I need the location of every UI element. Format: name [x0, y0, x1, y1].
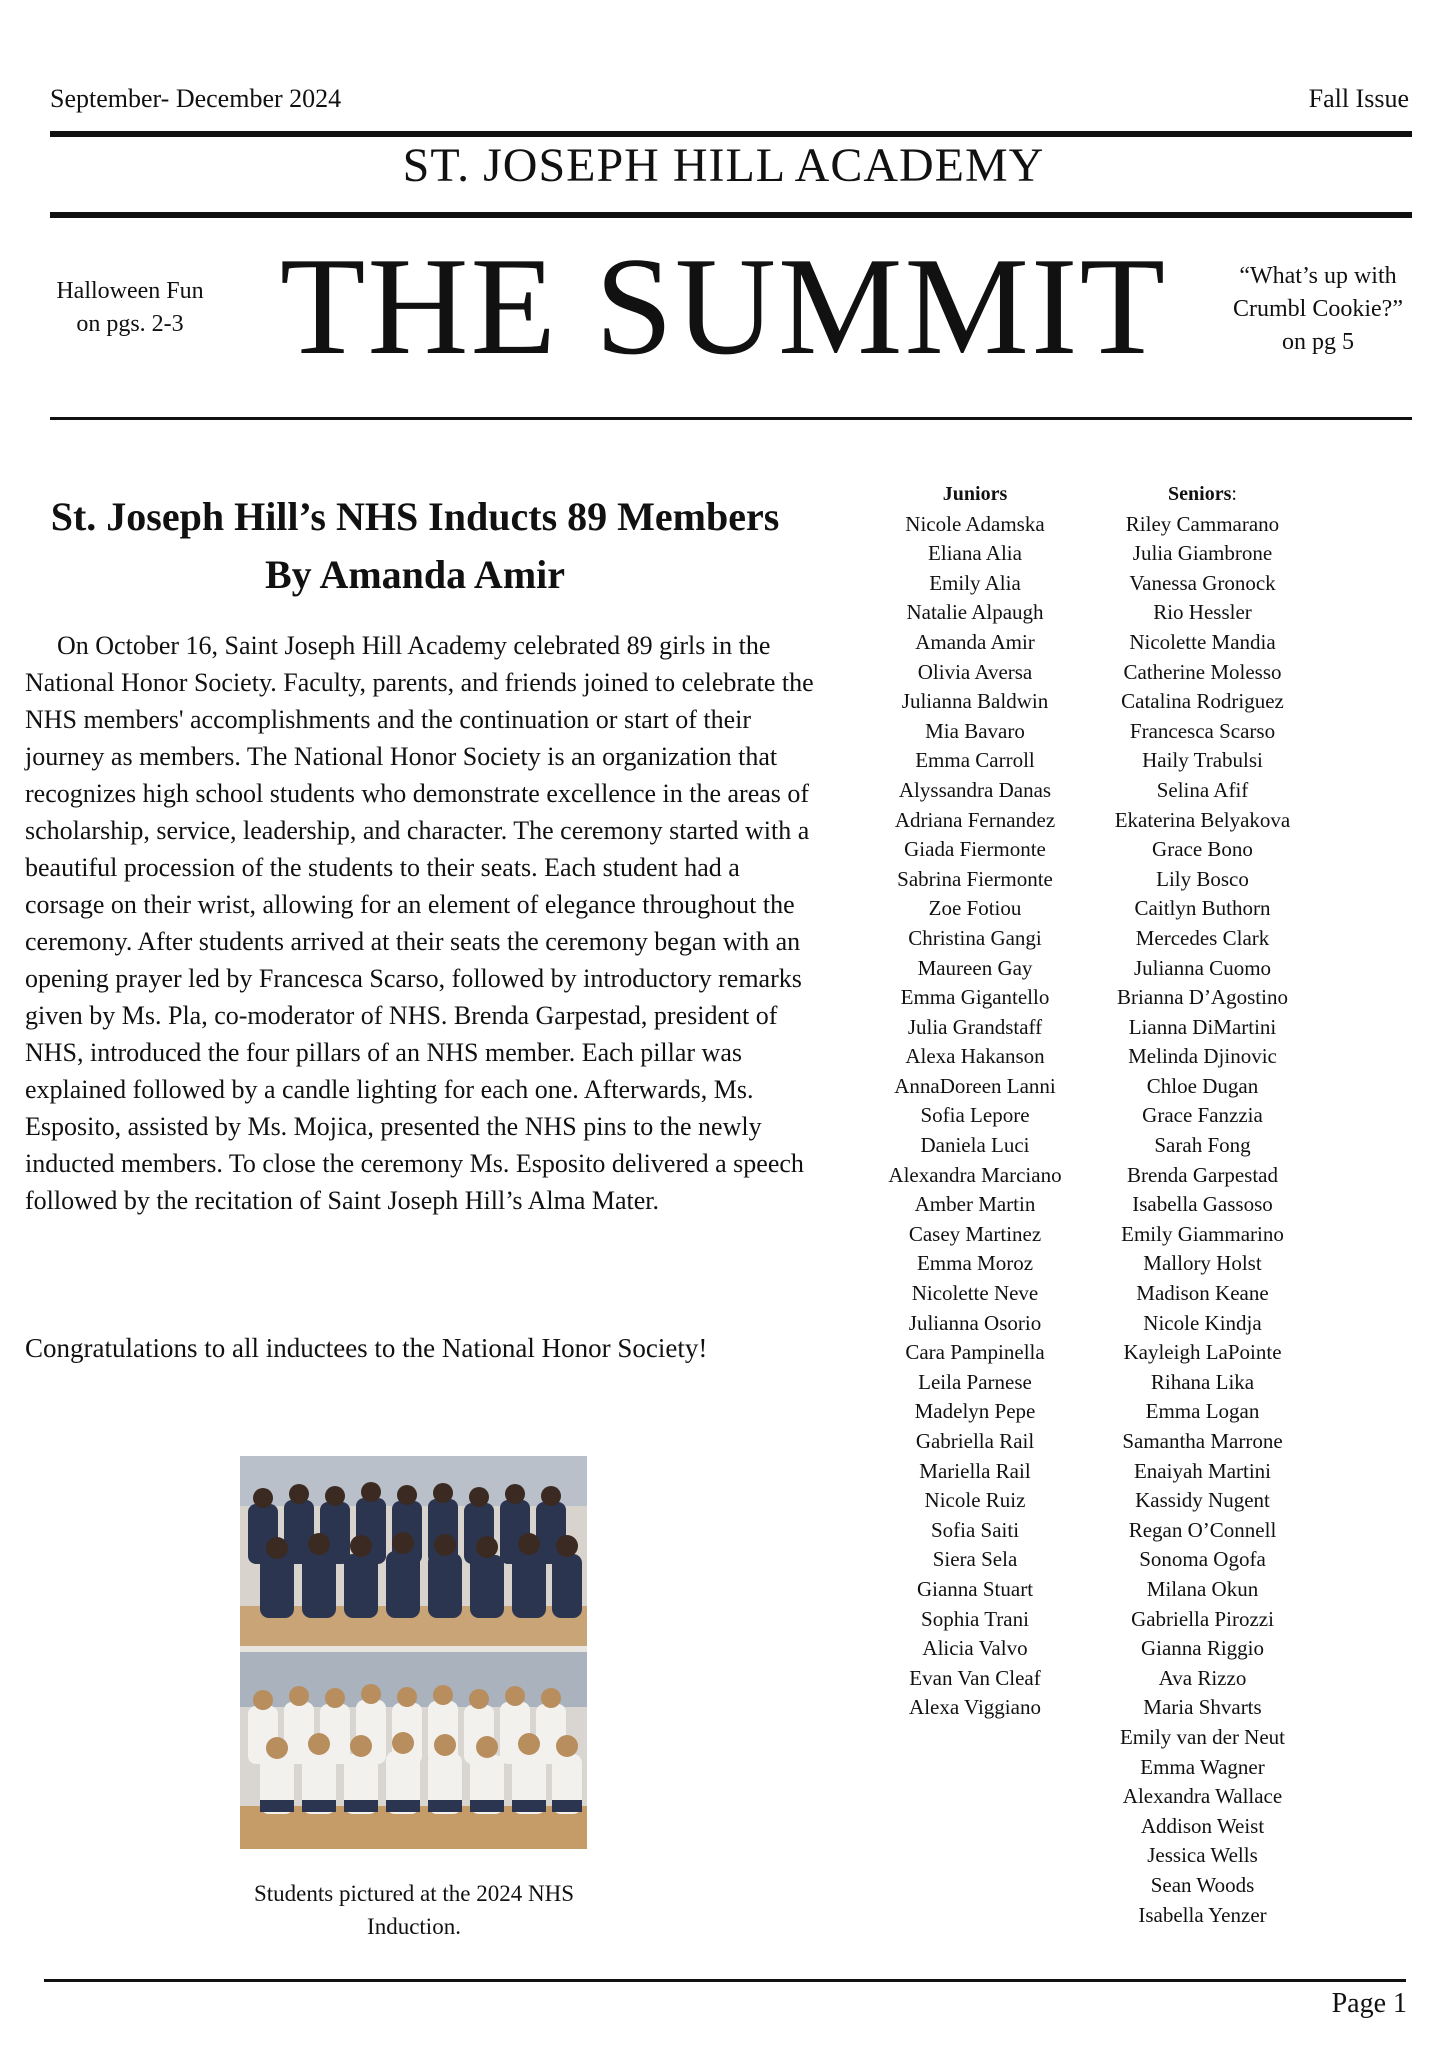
- junior-name: Siera Sela: [932, 1547, 1018, 1572]
- senior-name: Mallory Holst: [1143, 1251, 1262, 1276]
- junior-name: Maureen Gay: [917, 955, 1033, 980]
- junior-name: Sabrina Fiermonte: [897, 866, 1053, 891]
- senior-name: Sonoma Ogofa: [1139, 1547, 1266, 1572]
- senior-name: Gianna Riggio: [1140, 1636, 1265, 1661]
- junior-name: Casey Martinez: [908, 1221, 1042, 1246]
- junior-name: Alexa Hakanson: [905, 1044, 1045, 1069]
- senior-name: Emma Logan: [1145, 1399, 1260, 1424]
- senior-name: Addison Weist: [1140, 1813, 1265, 1838]
- junior-name: Daniela Luci: [920, 1133, 1030, 1158]
- junior-name: Giada Fiermonte: [904, 837, 1046, 862]
- senior-name: Grace Bono: [1152, 837, 1253, 862]
- senior-name: Milana Okun: [1146, 1576, 1259, 1601]
- senior-name: Maria Shvarts: [1143, 1695, 1262, 1720]
- junior-name: Alexandra Marciano: [888, 1162, 1062, 1187]
- senior-name: Emily van der Neut: [1119, 1724, 1286, 1749]
- senior-name: Nicolette Mandia: [1129, 629, 1276, 654]
- senior-name: Emma Wagner: [1140, 1754, 1265, 1779]
- junior-name: Olivia Aversa: [917, 659, 1033, 684]
- senior-name: Riley Cammarano: [1125, 511, 1280, 536]
- junior-name: Emily Alia: [929, 570, 1021, 595]
- senior-name: Selina Afif: [1156, 777, 1249, 802]
- nhs-induction-photo: [240, 1456, 587, 1849]
- senior-name: Alexandra Wallace: [1122, 1784, 1283, 1809]
- senior-name: Julia Giambrone: [1132, 541, 1273, 566]
- issue-label: Fall Issue: [1308, 84, 1409, 113]
- senior-name: Jessica Wells: [1147, 1843, 1258, 1868]
- senior-name: Isabella Yenzer: [1138, 1902, 1267, 1927]
- junior-name: Natalie Alpaugh: [906, 600, 1044, 625]
- teaser-right-line: Crumbl Cookie?”: [1233, 296, 1403, 322]
- senior-name: Lily Bosco: [1156, 866, 1249, 891]
- junior-name: Adriana Fernandez: [894, 807, 1056, 832]
- senior-name: Caitlyn Buthorn: [1134, 896, 1271, 921]
- senior-name: Rio Hessler: [1153, 600, 1252, 625]
- junior-name: AnnaDoreen Lanni: [894, 1073, 1056, 1098]
- headline-title: St. Joseph Hill’s NHS Inducts 89 Members: [50, 494, 780, 539]
- junior-name: Nicole Ruiz: [924, 1488, 1026, 1513]
- junior-name: Julianna Osorio: [908, 1310, 1042, 1335]
- senior-name: Ava Rizzo: [1158, 1665, 1247, 1690]
- masthead-title: THE SUMMIT: [279, 229, 1168, 384]
- junior-name: Cara Pampinella: [905, 1340, 1045, 1365]
- senior-name: Melinda Djinovic: [1128, 1044, 1277, 1069]
- junior-name: Gianna Stuart: [916, 1576, 1034, 1601]
- junior-name: Alexa Viggiano: [909, 1695, 1041, 1720]
- senior-name: Enaiyah Martini: [1133, 1458, 1272, 1483]
- senior-name: Vanessa Gronock: [1129, 570, 1276, 595]
- junior-name: Zoe Fotiou: [928, 896, 1022, 921]
- school-name: ST. JOSEPH HILL ACADEMY: [402, 139, 1045, 192]
- top-rule: [50, 131, 1412, 137]
- senior-name: Grace Fanzzia: [1142, 1103, 1263, 1128]
- senior-name: Catalina Rodriguez: [1121, 689, 1284, 714]
- junior-name: Gabriella Rail: [915, 1429, 1035, 1453]
- article-closing: Congratulations to all inductees to the National Honor Society!: [25, 1333, 708, 1363]
- junior-name: Madelyn Pepe: [914, 1399, 1036, 1424]
- seniors-heading-colon: :: [1231, 483, 1237, 505]
- teaser-right-line: “What’s up with: [1239, 263, 1397, 289]
- page-number: Page 1: [1331, 1988, 1407, 2019]
- senior-name: Brenda Garpestad: [1126, 1162, 1279, 1187]
- senior-name: Lianna DiMartini: [1128, 1014, 1277, 1039]
- junior-name: Christina Gangi: [908, 925, 1042, 950]
- junior-name: Alyssandra Danas: [898, 777, 1052, 802]
- juniors-list: [860, 480, 1090, 1723]
- senior-name: Emily Giammarino: [1121, 1221, 1284, 1246]
- senior-name: Sarah Fong: [1154, 1133, 1251, 1158]
- senior-name: Julianna Cuomo: [1133, 955, 1272, 980]
- senior-name: Catherine Molesso: [1123, 659, 1282, 684]
- article-body: On October 16, Saint Joseph Hill Academy celebrated 89 girls in the National Honor Society. Faculty, parents, and friends joined to celebrate the NHS members' accomplishments and the continuation or start of their journey as members. The National Honor Society is an organization that recognizes high school students who demonstrate excellence in the areas of scholarship, service, leadership, and character. The ceremony started with a beautiful procession of the students to their seats. Each student had a corsage on their wrist, allowing for an element of elegance throughout the ceremony. After students arrived at their seats the ceremony began with an opening prayer led by Francesca Scarso, followed by introductory remarks given by Ms. Pla, co-moderator of NHS. Brenda Garpestad, president of NHS, introduced the four pillars of an NHS member. Each pillar was explained followed by a candle lighting for each one. Afterwards, Ms. Esposito, assisted by Ms. Mojica, presented the NHS pins to the newly inducted members. To close the ceremony Ms. Esposito delivered a speech followed by the recitation of Saint Joseph Hill’s Alma Mater.: [25, 631, 814, 1215]
- seniors-heading-text: Seniors: [1168, 483, 1232, 505]
- junior-name: Julianna Baldwin: [901, 689, 1049, 714]
- senior-name: Gabriella Pirozzi: [1131, 1606, 1274, 1631]
- junior-name: Sofia Lepore: [920, 1103, 1030, 1128]
- senior-name: Haily Trabulsi: [1142, 748, 1263, 773]
- photo-caption: Students pictured at the 2024 NHS Induction.: [253, 1881, 575, 1939]
- senior-name: Madison Keane: [1136, 1281, 1269, 1306]
- senior-name: Mercedes Clark: [1135, 925, 1270, 950]
- teaser-right-line: on pg 5: [1282, 329, 1354, 355]
- senior-name: Nicole Kindja: [1143, 1310, 1262, 1335]
- teaser-left-line: Halloween Fun: [56, 278, 204, 304]
- junior-name: Nicolette Neve: [911, 1281, 1039, 1306]
- junior-name: Alicia Valvo: [922, 1636, 1028, 1661]
- junior-name: Eliana Alia: [928, 541, 1022, 566]
- issue-date-range: September- December 2024: [50, 84, 342, 113]
- junior-name: Sophia Trani: [921, 1606, 1029, 1631]
- seniors-heading: [1085, 480, 1320, 510]
- senior-name: Francesca Scarso: [1129, 718, 1276, 743]
- teaser-left-line: on pgs. 2-3: [76, 311, 184, 337]
- senior-name: Kayleigh LaPointe: [1123, 1340, 1282, 1365]
- senior-name: Brianna D’Agostino: [1117, 985, 1288, 1010]
- juniors-heading: Juniors: [942, 483, 1008, 505]
- senior-name: Regan O’Connell: [1128, 1517, 1277, 1542]
- junior-name: Emma Gigantello: [900, 985, 1050, 1010]
- article-headline: [30, 488, 800, 604]
- junior-name: Nicole Adamska: [905, 511, 1045, 536]
- seniors-list: [1085, 480, 1320, 1930]
- senior-name: Chloe Dugan: [1146, 1073, 1259, 1098]
- junior-name: Mariella Rail: [919, 1458, 1031, 1483]
- junior-name: Leila Parnese: [918, 1369, 1032, 1394]
- junior-name: Amanda Amir: [915, 629, 1035, 654]
- senior-name: Kassidy Nugent: [1135, 1488, 1270, 1513]
- headline-byline: By Amanda Amir: [264, 552, 566, 597]
- junior-name: Amber Martin: [914, 1192, 1036, 1217]
- school-name-rule: [50, 212, 1412, 218]
- junior-name: Sofia Saiti: [930, 1517, 1020, 1542]
- junior-name: Mia Bavaro: [925, 718, 1025, 743]
- junior-name: Emma Moroz: [916, 1251, 1034, 1276]
- senior-name: Samantha Marrone: [1122, 1429, 1283, 1453]
- masthead-rule: [50, 417, 1412, 420]
- senior-name: Isabella Gassoso: [1132, 1192, 1273, 1217]
- footer-rule: [44, 1979, 1406, 1982]
- junior-name: Emma Carroll: [915, 748, 1035, 773]
- teaser-right: [1208, 260, 1428, 359]
- senior-name: Sean Woods: [1150, 1872, 1255, 1897]
- senior-name: Ekaterina Belyakova: [1114, 807, 1291, 832]
- junior-name: Julia Grandstaff: [907, 1014, 1043, 1039]
- senior-name: Rihana Lika: [1150, 1369, 1255, 1394]
- junior-name: Evan Van Cleaf: [909, 1665, 1041, 1690]
